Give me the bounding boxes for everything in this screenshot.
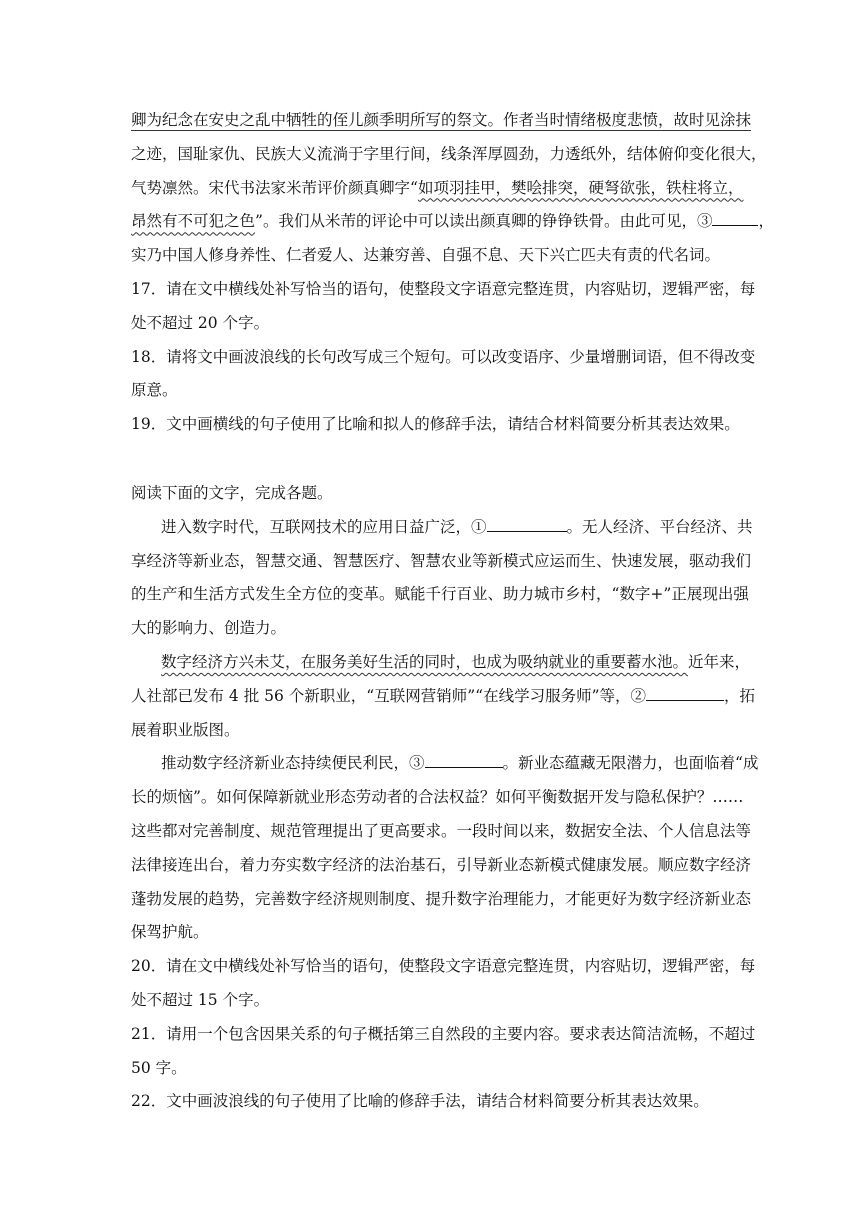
question-20: 20．请在文中横线处补写恰当的语句，使整段文字语意完整连贯，内容贴切，逻辑严密，每 [131,957,756,976]
question-17: 17．请在文中横线处补写恰当的语句，使整段文字语意完整连贯，内容贴切，逻辑严密，每 [131,279,756,298]
passage-2-line: 法律接连出台，着力夯实数字经济的法治基石，引导新业态新模式健康发展。顺应数字经济 [131,855,752,874]
fill-blank-1[interactable] [487,517,567,532]
passage-2-line: 大的影响力、创造力。 [131,619,287,638]
passage-1-line: 之迹，国耻家仇、民族大义流淌于字里行间，线条浑厚圆劲，力透纸外，结体俯仰变化很大， [131,144,767,163]
question-19: 19．文中画横线的句子使用了比喻和拟人的修辞手法，请结合材料简要分析其表达效果。 [131,415,740,434]
question-20-cont: 处不超过 15 个字。 [131,990,270,1009]
passage-1-line: 昂然有不可犯之色”。我们从米芾的评论中可以读出颜真卿的铮铮铁骨。由此可见，③ ， [131,212,774,231]
passage-2-line: 人社部已发布 4 批 56 个新职业，“互联网营销师”“在线学习服务师”等，② ，拓 [131,686,756,705]
passage-2-line: 保驾护航。 [131,923,209,942]
passage-2-line: 推动数字经济新业态持续便民利民，③ 。新业态蕴藏无限潜力，也面临着“成 [161,754,759,773]
wavy-underlined-quote-end: 昂然有不可犯之色 [131,212,256,231]
wavy-underlined-sentence: 数字经济方兴未艾，在服务美好生活的同时，也成为吸纳就业的重要蓄水池。 [161,652,689,671]
question-18-cont: 原意。 [131,381,178,400]
passage-2-line: 数字经济方兴未艾，在服务美好生活的同时，也成为吸纳就业的重要蓄水池。近年来， [161,652,751,671]
passage-2-line: 的生产和生活方式发生全方位的变革。赋能千行百业、助力城市乡村，“数字+”正展现出强 [131,585,749,604]
passage-2-line: 长的烦恼”。如何保障新就业形态劳动者的合法权益？如何平衡数据开发与隐私保护？…… [131,788,744,807]
question-21: 21．请用一个包含因果关系的句子概括第三自然段的主要内容。要求表达简洁流畅，不超过 [131,1024,756,1043]
passage-2 [131,477,759,1119]
question-18: 18．请将文中画波浪线的长句改写成三个短句。可以改变语序、少量增删词语，但不得改变 [131,347,756,366]
question-21-cont: 50 字。 [131,1058,187,1077]
passage-2-line: 蓬勃发展的趋势，完善数字经济规则制度、提升数字治理能力，才能更好为数字经济新业态 [131,889,752,908]
passage-1-line: 卿为纪念在安史之乱中牺牲的侄儿颜季明所写的祭文。作者当时情绪极度悲愤，故时见涂抹 [131,111,752,129]
passage-2-line: 这些都对完善制度、规范管理提出了更高要求。一段时间以来，数据安全法、个人信息法等 [131,821,752,840]
passage-2-line: 进入数字时代，互联网技术的应用日益广泛，① 。无人经济、平台经济、共 [161,517,753,536]
passage-1-line: 气势凛然。宋代书法家米芾评价颜真卿字“如项羽挂甲，樊哙排突，硬弩欲张，铁柱将立， [131,178,744,197]
passage-1 [131,104,774,442]
wavy-underlined-quote: 如项羽挂甲，樊哙排突，硬弩欲张，铁柱将立， [417,178,744,197]
passage-1-line: 实乃中国人修身养性、仁者爱人、达兼穷善、自强不息、天下兴亡匹夫有责的代名词。 [131,246,721,265]
section-instruction: 阅读下面的文字，完成各题。 [131,484,333,502]
fill-blank-3[interactable] [712,211,758,226]
question-17-cont: 处不超过 20 个字。 [131,313,270,332]
passage-2-line: 展着职业版图。 [131,720,240,739]
fill-blank-3b[interactable] [425,753,503,768]
passage-2-line: 享经济等新业态，智慧交通、智慧医疗、智慧农业等新模式应运而生、快速发展，驱动我们 [131,551,752,570]
question-22: 22．文中画波浪线的句子使用了比喻的修辞手法，请结合材料简要分析其表达效果。 [131,1092,709,1111]
fill-blank-2[interactable] [646,686,724,701]
